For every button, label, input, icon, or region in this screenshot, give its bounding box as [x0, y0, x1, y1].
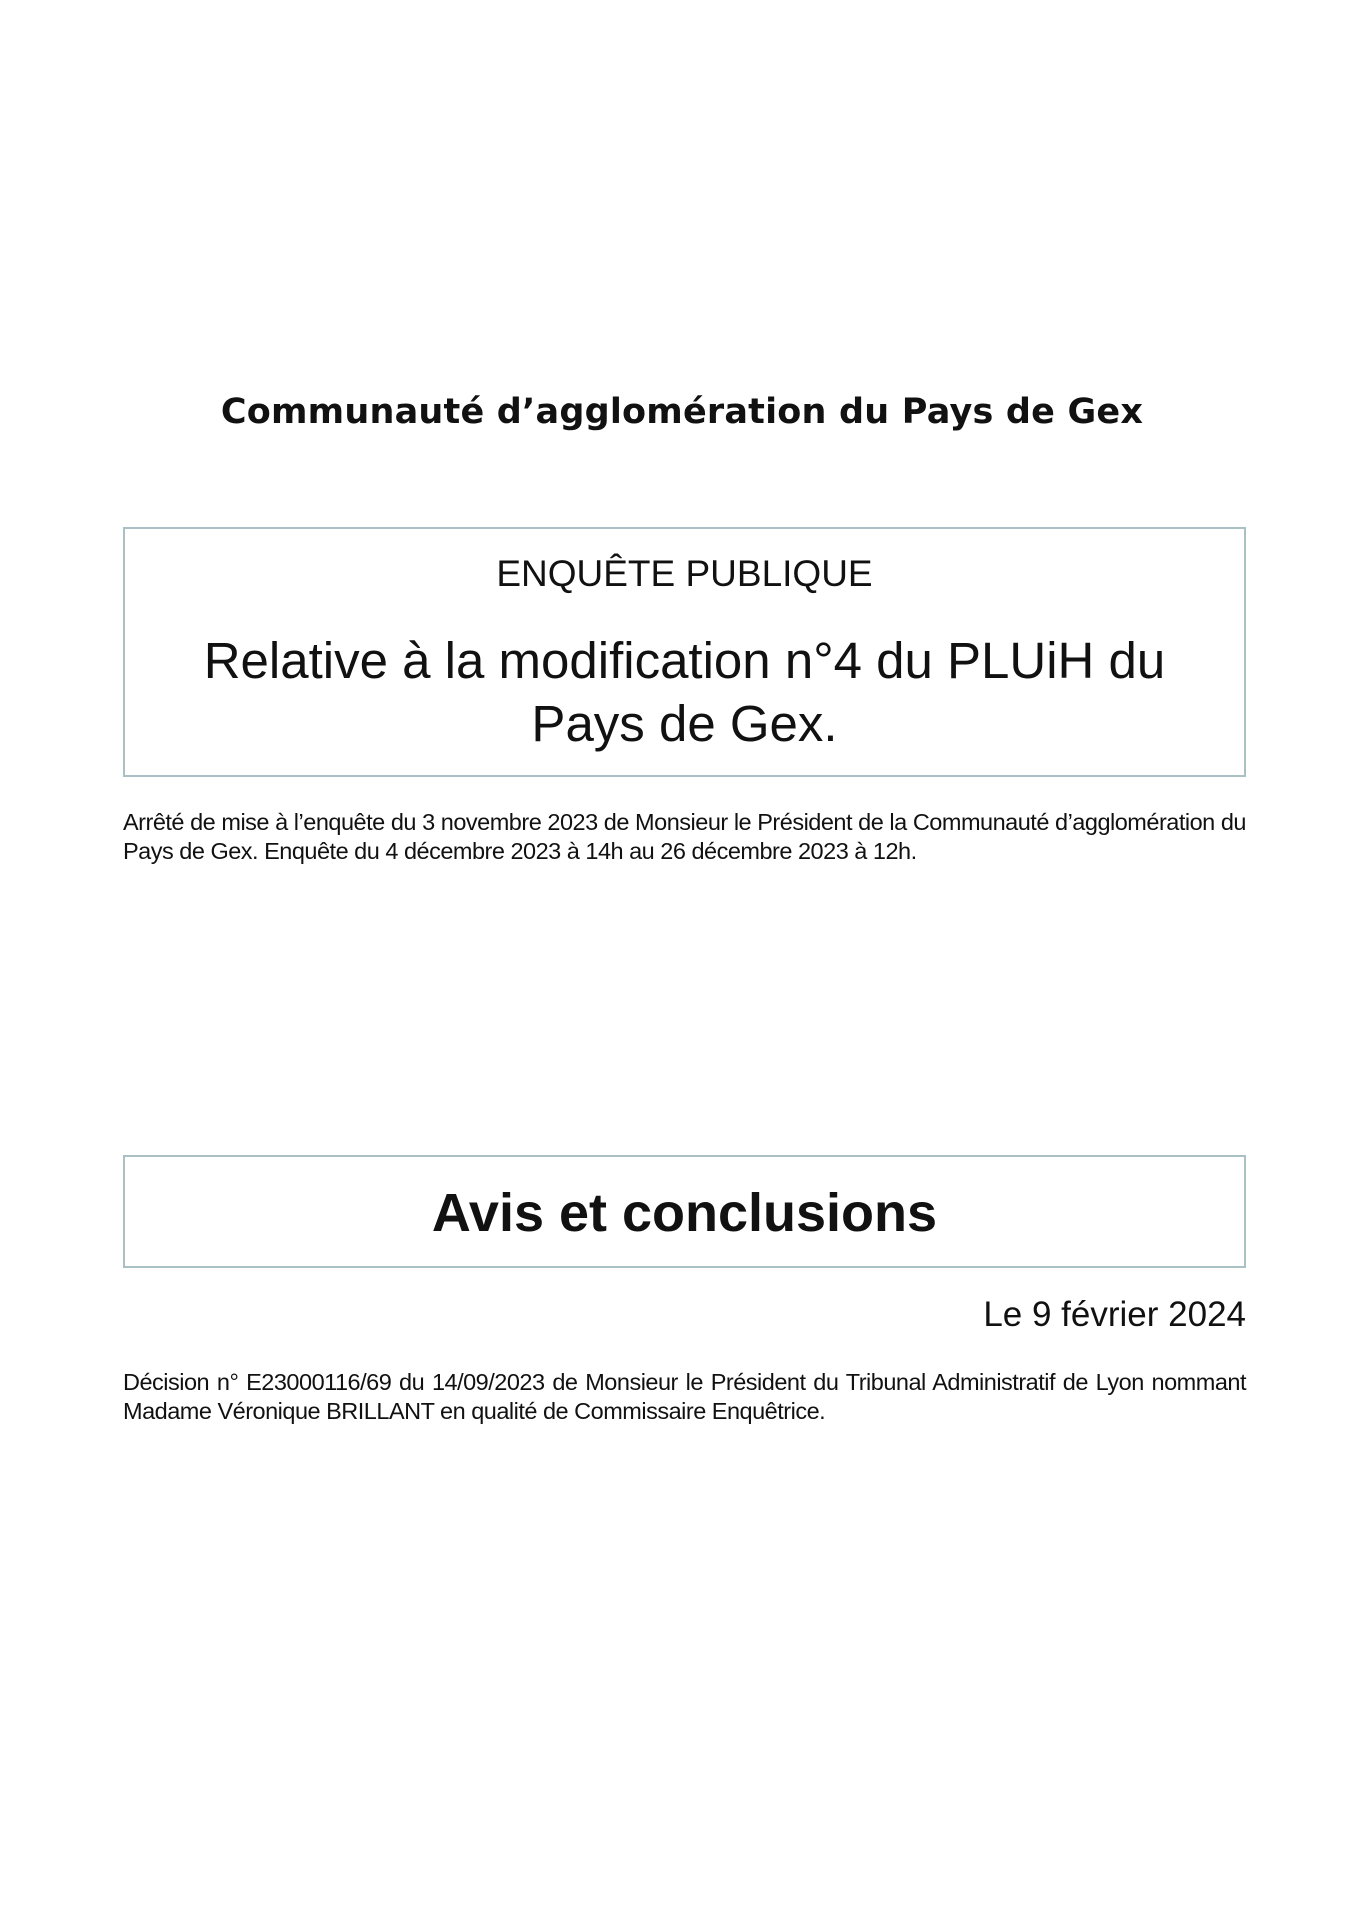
enquete-subject: Relative à la modification n°4 du PLUiH du Pays de Gex. — [203, 632, 1166, 752]
decision-paragraph: Décision n° E23000116/69 du 14/09/2023 de Monsieur le Président du Tribunal Administratif de Lyon nommant Madame Véronique BRILLANT en qualité de Commissaire Enquêtrice. — [123, 1369, 1246, 1424]
organization-title: Communauté d’agglomération du Pays de Gex — [220, 392, 1144, 432]
enquete-publique-label: ENQUÊTE PUBLIQUE — [496, 553, 873, 594]
document-date: Le 9 février 2024 — [983, 1295, 1246, 1334]
arrete-paragraph: Arrêté de mise à l’enquête du 3 novembre 2023 de Monsieur le Président de la Communauté d’agglomération du Pays de Gex. Enquête du 4 décembre 2023 à 14h au 26 décembre 2023 à 12h. — [123, 809, 1246, 864]
enquete-publique-box — [123, 527, 1246, 777]
avis-conclusions-box — [123, 1155, 1246, 1268]
avis-conclusions-title: Avis et conclusions — [431, 1183, 938, 1243]
